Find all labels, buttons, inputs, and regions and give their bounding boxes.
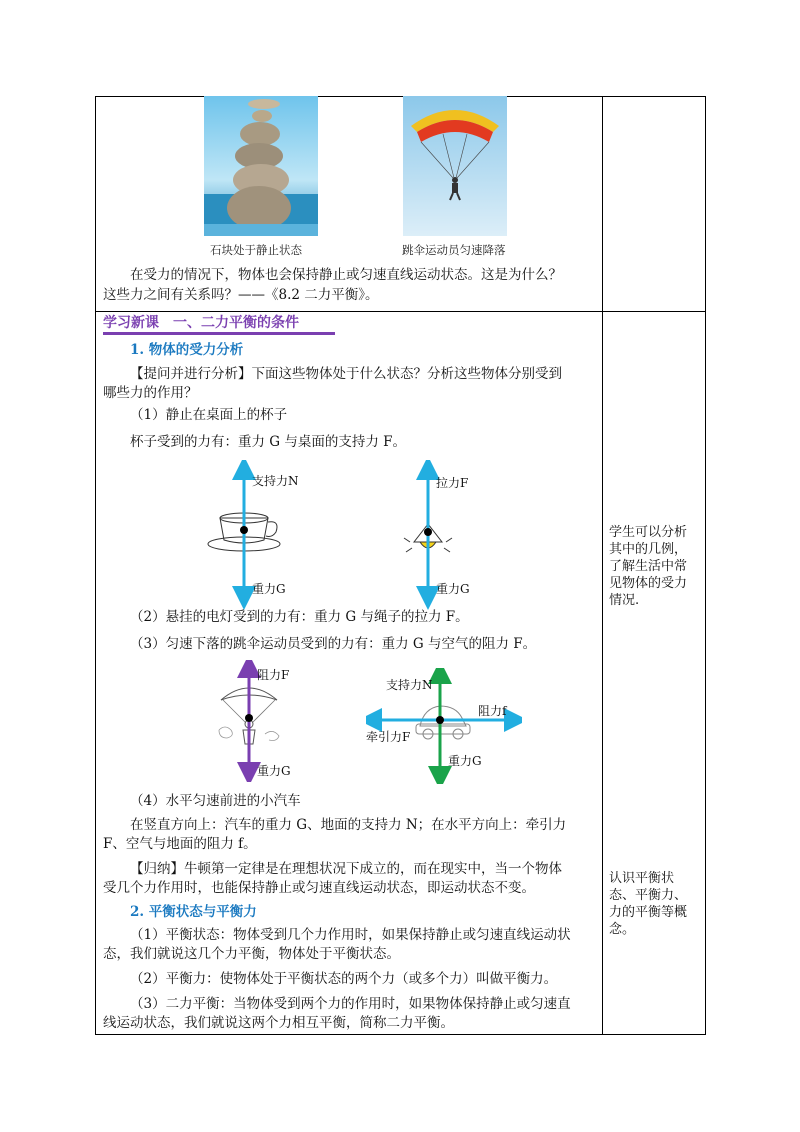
prompt-line-1: 【提问并进行分析】下面这些物体处于什么状态？分析这些物体分别受到 xyxy=(130,366,562,382)
teacher-note-2: 认识平衡状 态、平衡力、 力的平衡等概 念。 xyxy=(609,871,688,937)
def-3-line-b: 线运动状态，我们就说这两个力相互平衡，简称二力平衡。 xyxy=(103,1015,454,1031)
item-1: （1）静止在桌面上的杯子 xyxy=(130,407,288,423)
item-4-line-a: 在竖直方向上：汽车的重力 G、地面的支持力 N；在水平方向上：牵引力 xyxy=(130,817,567,833)
summary-line-a: 【归纳】牛顿第一定律是在理想状况下成立的，而在现实中，当一个物体 xyxy=(130,861,562,877)
item-2: （2）悬挂的电灯受到的力有：重力 G 与绳子的拉力 F。 xyxy=(130,609,469,625)
stone-stack-photo xyxy=(204,96,318,236)
intro-line-2: 这些力之间有关系吗？——《8.2 二力平衡》。 xyxy=(103,287,379,303)
def-1-line-a: （1）平衡状态：物体受到几个力作用时，如果保持静止或匀速直线运动状 xyxy=(130,927,571,943)
car-gravity-label: 重力G xyxy=(448,754,482,768)
item-4: （4）水平匀速前进的小汽车 xyxy=(130,793,301,809)
heading-underline xyxy=(103,332,335,335)
subheading-1: 1. 物体的受力分析 xyxy=(130,342,244,358)
section-heading: 学习新课 一、二力平衡的条件 xyxy=(103,315,299,331)
parachute-gravity-label: 重力G xyxy=(257,764,291,778)
def-3-line-a: （3）二力平衡：当物体受到两个力的作用时，如果物体保持静止或匀速直 xyxy=(130,996,571,1012)
def-2: （2）平衡力：使物体处于平衡状态的两个力（或多个力）叫做平衡力。 xyxy=(130,971,558,987)
column-divider xyxy=(602,97,603,1034)
car-support-label: 支持力N xyxy=(386,678,433,692)
parachute-caption: 跳伞运动员匀速降落 xyxy=(402,243,506,257)
summary-line-b: 受几个力作用时，也能保持静止或匀速直线运动状态，即运动状态不变。 xyxy=(103,880,535,896)
teacher-note-1: 学生可以分析 其中的几例， 了解生活中常 见物体的受力 情况. xyxy=(609,525,688,608)
car-resist-label: 阻力f xyxy=(478,704,507,718)
cup-gravity-label: 重力G xyxy=(252,582,286,596)
car-traction-label: 牵引力F xyxy=(366,730,411,744)
item-3: （3）匀速下落的跳伞运动员受到的力有：重力 G 与空气的阻力 F。 xyxy=(130,636,537,652)
def-1-line-b: 态，我们就说这几个力平衡，物体处于平衡状态。 xyxy=(103,946,400,962)
lamp-gravity-label: 重力G xyxy=(436,582,470,596)
item-4-line-b: F、空气与地面的阻力 f。 xyxy=(103,836,257,852)
row-divider xyxy=(96,311,705,312)
parachute-photo xyxy=(403,96,507,236)
cup-support-label: 支持力N xyxy=(252,474,299,488)
intro-line-1: 在受力的情况下，物体也会保持静止或匀速直线运动状态。这是为什么？ xyxy=(130,267,562,283)
parachute-resist-label: 阻力F xyxy=(257,668,290,682)
lamp-pull-label: 拉力F xyxy=(436,476,469,490)
prompt-line-2: 哪些力的作用？ xyxy=(103,385,198,401)
item-1-forces: 杯子受到的力有：重力 G 与桌面的支持力 F。 xyxy=(130,434,407,450)
stone-caption: 石块处于静止状态 xyxy=(210,243,302,257)
subheading-2: 2. 平衡状态与平衡力 xyxy=(130,904,257,920)
